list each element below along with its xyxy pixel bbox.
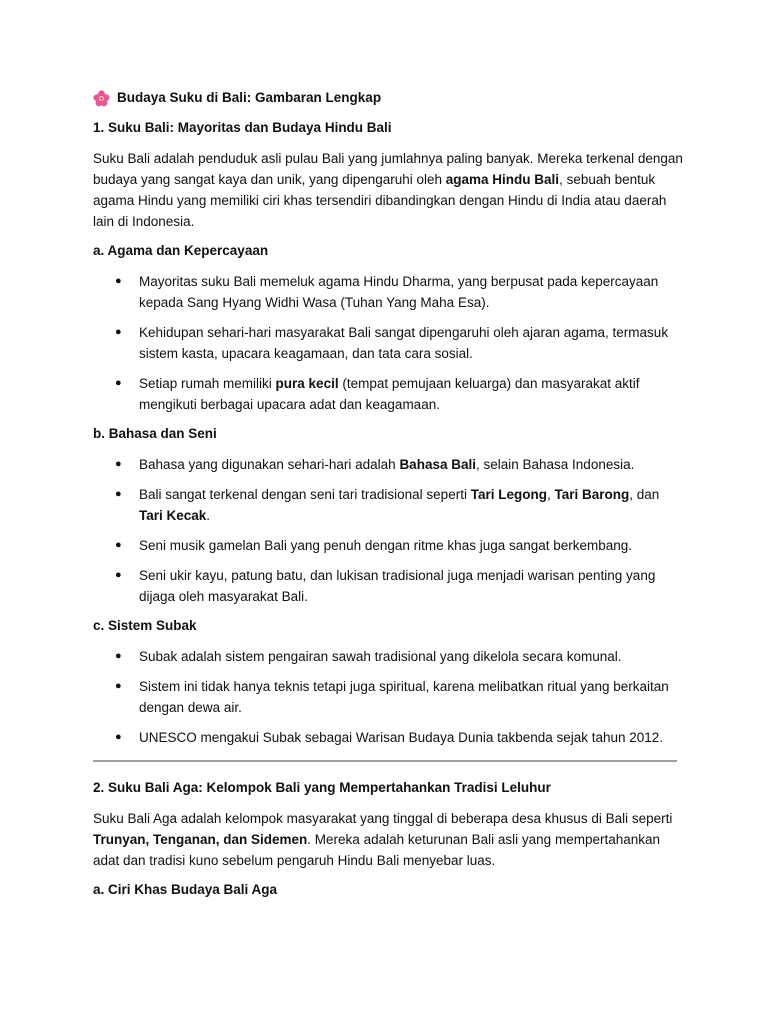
section1a-list [93,271,683,415]
section2-heading: 2. Suku Bali Aga: Kelompok Bali yang Mempertahankan Tradisi Leluhur [93,780,551,795]
section-divider [93,760,677,762]
section2-intro: Suku Bali Aga adalah kelompok masyarakat yang tinggal di beberapa desa khusus di Bali seperti Trunyan, Tenganan, dan Sidemen. Mereka adalah keturunan Bali asli yang mempertahankan adat dan tradisi kuno sebelum pengaruh Hindu Bali menyebar luas. [93,811,673,868]
list-item: ● Bahasa yang digunakan sehari-hari adalah Bahasa Bali, selain Bahasa Indonesia. [115,457,635,472]
section1a-heading: a. Agama dan Kepercayaan [93,243,269,258]
list-item: ● Mayoritas suku Bali memeluk agama Hindu Dharma, yang berpusat pada kepercayaan kepada Sang Hyang Widhi Wasa (Tuhan Yang Maha Esa). [115,274,659,310]
section1c-list [93,646,683,748]
section1-intro: Suku Bali adalah penduduk asli pulau Bali yang jumlahnya paling banyak. Mereka terkenal dengan budaya yang sangat kaya dan unik, yang dipengaruhi oleh agama Hindu Bali, sebuah bentuk agama Hindu yang memiliki ciri khas tersendiri dibandingkan dengan Hindu di India atau daerah lain di Indonesia. [93,151,683,229]
list-item: ● UNESCO mengakui Subak sebagai Warisan Budaya Dunia takbenda sejak tahun 2012. [115,730,664,745]
list-item: ● Seni ukir kayu, patung batu, dan lukisan tradisional juga menjadi warisan penting yang dijaga oleh masyarakat Bali. [115,568,656,604]
document-title [93,88,683,108]
list-item: ● Kehidupan sehari-hari masyarakat Bali sangat dipengaruhi oleh ajaran agama, termasuk sistem kasta, upacara keagamaan, dan tata cara sosial. [115,325,669,361]
section2a-heading: a. Ciri Khas Budaya Bali Aga [93,882,278,897]
list-item: ● Setiap rumah memiliki pura kecil (tempat pemujaan keluarga) dan masyarakat aktif mengikuti berbagai upacara adat dan keagamaan. [115,376,640,412]
list-item: ● Seni musik gamelan Bali yang penuh dengan ritme khas juga sangat berkembang. [115,538,633,553]
list-item: ● Subak adalah sistem pengairan sawah tradisional yang dikelola secara komunal. [115,649,622,664]
hibiscus-flower-icon [93,90,110,107]
document-title-text: Budaya Suku di Bali: Gambaran Lengkap [117,90,382,105]
section1-heading: 1. Suku Bali: Mayoritas dan Budaya Hindu Bali [93,120,392,135]
list-item: ● Bali sangat terkenal dengan seni tari tradisional seperti Tari Legong, Tari Barong, dan Tari Kecak. [115,487,660,523]
section1b-heading: b. Bahasa dan Seni [93,426,217,441]
section1c-heading: c. Sistem Subak [93,618,197,633]
list-item: ● Sistem ini tidak hanya teknis tetapi juga spiritual, karena melibatkan ritual yang berkaitan dengan dewa air. [115,679,669,715]
document-page [93,88,683,910]
section1b-list [93,454,683,607]
